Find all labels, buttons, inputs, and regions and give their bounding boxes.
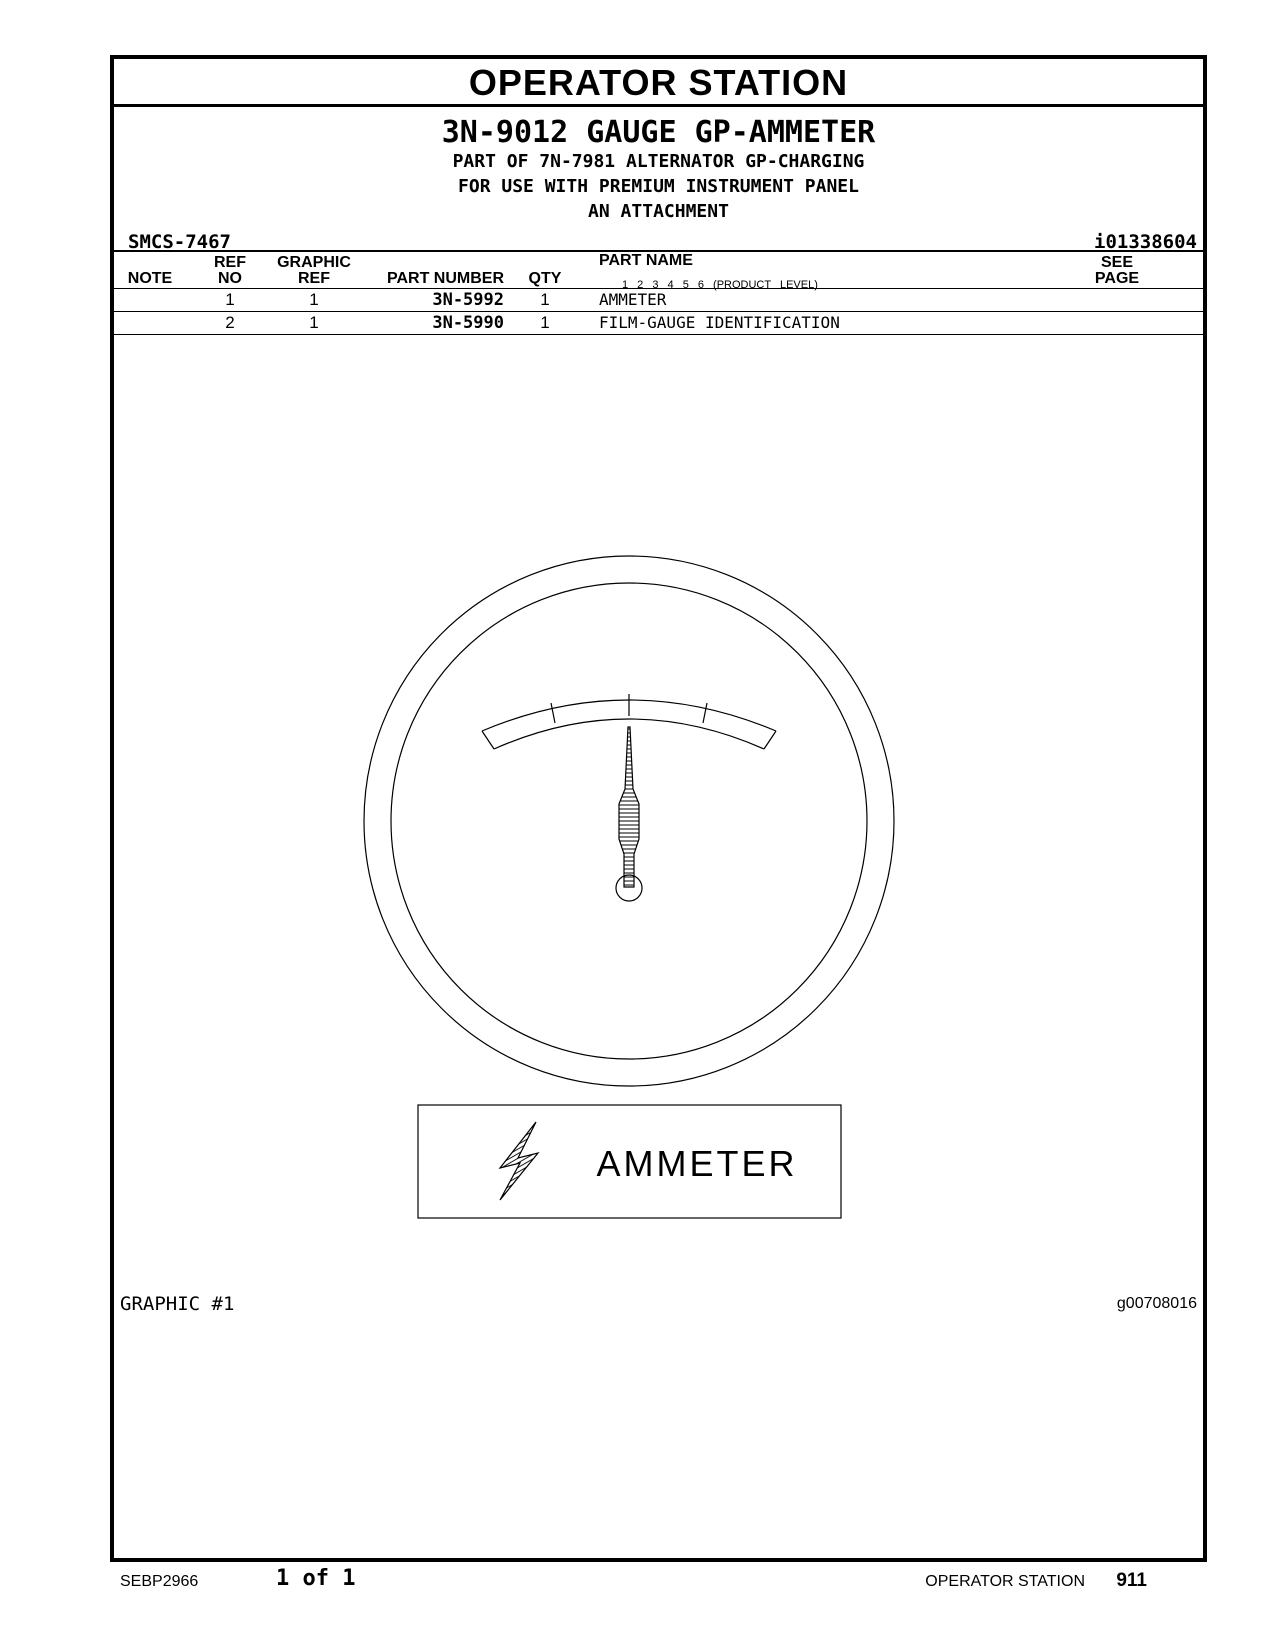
header-part-number: PART NUMBER — [386, 270, 504, 287]
footer-section: OPERATOR STATION — [925, 1573, 1085, 1590]
row-qty: 1 — [540, 290, 550, 309]
document-id: i01338604 — [1094, 231, 1197, 253]
row-ref-no: 1 — [225, 290, 235, 309]
header-graphic-ref-bottom: REF — [298, 270, 330, 287]
header-see-page-top: SEE — [1100, 254, 1133, 271]
graphic-id: g00708016 — [1116, 1295, 1197, 1312]
page-frame — [110, 55, 1207, 1562]
header-note: NOTE — [127, 270, 173, 287]
assembly-subtitle-3: AN ATTACHMENT — [588, 201, 729, 222]
assembly-title: 3N-9012 GAUGE GP-AMMETER — [441, 115, 876, 150]
footer-page-of: 1 of 1 — [276, 1566, 356, 1591]
smcs-code: SMCS-7467 — [128, 231, 231, 253]
row-ref-no: 2 — [225, 313, 235, 332]
row-graphic-ref: 1 — [309, 290, 319, 309]
footer-page-number: 911 — [1116, 1570, 1147, 1591]
row-part-name: AMMETER — [599, 290, 667, 309]
header-product-levels: 1 2 3 4 5 6 (PRODUCT LEVEL) — [622, 279, 818, 291]
header-see-page-bottom: PAGE — [1094, 270, 1140, 287]
row-part-number: 3N-5990 — [432, 313, 504, 333]
row-part-number: 3N-5992 — [432, 290, 504, 310]
header-graphic-ref-top: GRAPHIC — [277, 254, 351, 271]
header-qty: QTY — [528, 270, 562, 287]
header-part-name: PART NAME — [599, 252, 693, 269]
assembly-subtitle-1: PART OF 7N-7981 ALTERNATOR GP-CHARGING — [452, 151, 865, 172]
header-ref-no-bottom: NO — [218, 270, 242, 287]
assembly-subtitle-2: FOR USE WITH PREMIUM INSTRUMENT PANEL — [458, 176, 859, 197]
lightning-bolt-icon — [500, 1122, 538, 1200]
row-graphic-ref: 1 — [309, 313, 319, 332]
row-part-name: FILM-GAUGE IDENTIFICATION — [599, 313, 840, 332]
parts-illustration — [114, 59, 1203, 1558]
graphic-label: GRAPHIC #1 — [120, 1293, 235, 1315]
section-title: OPERATOR STATION — [114, 59, 1203, 107]
header-ref-no-top: REF — [214, 254, 246, 271]
plate-text: AMMETER — [596, 1143, 798, 1184]
ammeter-gauge-drawing — [364, 556, 894, 1086]
footer-doc-number: SEBP2966 — [120, 1573, 199, 1590]
row-qty: 1 — [540, 313, 550, 332]
